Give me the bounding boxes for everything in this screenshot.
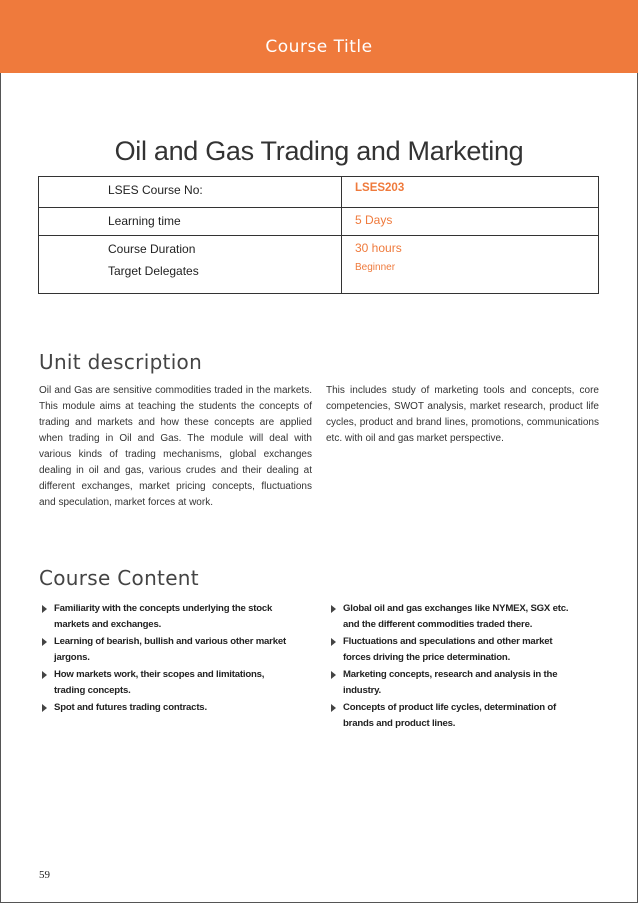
info-value: 30 hours [355,241,402,255]
caret-right-icon [331,671,336,679]
page-number: 59 [39,869,50,881]
info-row-course-duration [39,236,598,258]
info-row-course-no [39,177,598,208]
unit-description-right: This includes study of marketing tools and concepts, core competencies, SWOT analysis, market research, product life cycles, product and brand lines, promotions, communications etc. with oil and gas market perspective. [326,385,599,444]
list-item: Marketing concepts, research and analysis in the industry. [328,667,580,698]
course-info-table [38,176,599,294]
caret-right-icon [331,638,336,646]
list-item: Spot and futures trading contracts. [39,700,295,716]
caret-right-icon [331,605,336,613]
course-content-heading: Course Content [39,566,199,590]
info-value: LSES203 [355,182,405,194]
list-item: How markets work, their scopes and limitations, trading concepts. [39,667,295,698]
list-item: Familiarity with the concepts underlying the stock markets and exchanges. [39,601,295,632]
caret-right-icon [42,638,47,646]
info-row-learning-time [39,208,598,236]
course-content-right-list [328,601,580,733]
list-item: Global oil and gas exchanges like NYMEX, SGX etc. and the different commodities traded there. [328,601,580,632]
info-label: Target Delegates [108,264,199,278]
course-title: Oil and Gas Trading and Marketing [114,136,524,166]
info-label: LSES Course No: [108,183,203,197]
list-item: Fluctuations and speculations and other market forces driving the price determination. [328,634,580,665]
header-title: Course Title [265,36,373,57]
unit-description-left: Oil and Gas are sensitive commodities traded in the markets. This module aims at teaching the students the concepts of trading and markets and how these concepts are applied when trading in Oil and Gas. The module will deal with various kinds of trading mechanisms, global exchanges dealing in oil and gas, various crudes and their dealing at different exchanges, market pricing concepts, fluctuations and speculation, market forces at work. [39,385,312,508]
caret-right-icon [42,605,47,613]
header-band [0,0,638,73]
unit-description-heading: Unit description [39,350,203,374]
course-content-left-list [39,601,295,718]
caret-right-icon [331,704,336,712]
info-label: Course Duration [108,242,196,256]
list-item: Learning of bearish, bullish and various other market jargons. [39,634,295,665]
info-label: Learning time [108,214,181,228]
caret-right-icon [42,704,47,712]
caret-right-icon [42,671,47,679]
info-value: Beginner [355,262,396,273]
info-row-target-delegates [39,258,598,280]
list-item: Concepts of product life cycles, determination of brands and product lines. [328,700,580,731]
info-value: 5 Days [355,213,393,227]
